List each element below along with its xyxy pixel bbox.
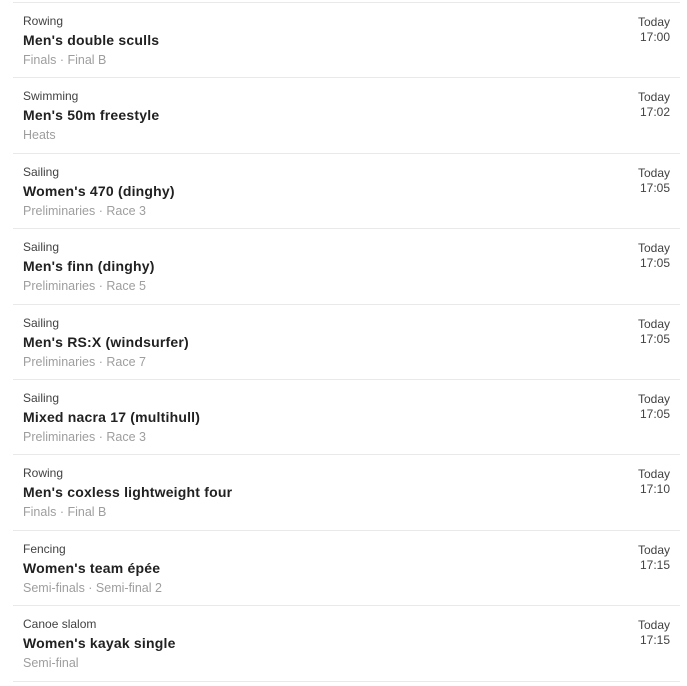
event-row[interactable] xyxy=(13,606,680,681)
event-clock: 17:02 xyxy=(639,105,670,120)
event-clock: 17:00 xyxy=(639,30,670,44)
event-time xyxy=(638,616,670,648)
event-time xyxy=(638,88,670,120)
event-row[interactable] xyxy=(13,455,680,530)
event-day: Today xyxy=(637,467,670,482)
event-row[interactable] xyxy=(13,154,680,229)
event-time xyxy=(638,239,670,271)
event-day: Today xyxy=(637,316,670,331)
event-sport: Rowing xyxy=(23,466,64,481)
event-sport: Fencing xyxy=(23,541,66,556)
event-row[interactable] xyxy=(13,3,680,78)
event-row[interactable] xyxy=(13,305,680,380)
event-title: Women's team épée xyxy=(23,559,161,576)
event-round: Heats xyxy=(23,128,56,143)
event-sport: Sailing xyxy=(23,240,60,255)
event-time xyxy=(638,13,670,45)
event-schedule-list xyxy=(13,2,680,682)
event-sport: Canoe slalom xyxy=(23,617,97,632)
event-day: Today xyxy=(637,241,670,256)
event-title: Men's 50m freestyle xyxy=(23,107,160,124)
event-title: Women's 470 (dinghy) xyxy=(23,182,175,199)
event-time xyxy=(638,315,670,347)
event-title: Men's finn (dinghy) xyxy=(23,258,155,275)
event-round: Semi-finals · Semi-final 2 xyxy=(23,580,162,595)
event-info xyxy=(23,239,155,295)
event-info xyxy=(23,164,175,220)
event-sport: Sailing xyxy=(23,315,60,330)
event-day: Today xyxy=(637,542,670,557)
event-info xyxy=(23,88,159,144)
event-row[interactable] xyxy=(13,78,680,153)
event-time xyxy=(638,390,670,422)
event-time xyxy=(638,465,670,497)
event-sport: Sailing xyxy=(23,390,60,405)
event-title: Men's coxless lightweight four xyxy=(23,484,233,501)
event-round: Preliminaries · Race 3 xyxy=(23,203,146,218)
event-info xyxy=(23,465,232,521)
event-round: Preliminaries · Race 5 xyxy=(23,279,146,294)
event-row[interactable] xyxy=(13,531,680,606)
event-round: Finals · Final B xyxy=(23,505,107,520)
event-time xyxy=(638,164,670,196)
event-sport: Sailing xyxy=(23,164,60,179)
event-round: Preliminaries · Race 3 xyxy=(23,429,146,444)
event-clock: 17:15 xyxy=(639,557,670,572)
event-sport: Swimming xyxy=(23,89,79,104)
event-round: Preliminaries · Race 7 xyxy=(23,354,146,369)
event-clock: 17:15 xyxy=(639,633,670,648)
event-row[interactable] xyxy=(13,229,680,304)
event-info xyxy=(23,315,189,371)
event-row[interactable] xyxy=(13,380,680,455)
event-day: Today xyxy=(637,391,670,406)
event-title: Men's double sculls xyxy=(23,32,160,48)
event-info xyxy=(23,13,159,69)
event-round: Finals · Final B xyxy=(23,53,107,67)
event-info xyxy=(23,616,176,672)
event-time xyxy=(638,541,670,573)
event-clock: 17:05 xyxy=(639,406,670,421)
event-clock: 17:05 xyxy=(639,331,670,346)
event-info xyxy=(23,541,162,597)
event-day: Today xyxy=(637,15,670,29)
event-title: Men's RS:X (windsurfer) xyxy=(23,333,189,350)
event-day: Today xyxy=(637,90,670,105)
event-title: Women's kayak single xyxy=(23,635,176,652)
event-day: Today xyxy=(637,618,670,633)
event-sport: Rowing xyxy=(23,14,64,28)
event-clock: 17:05 xyxy=(639,256,670,271)
event-clock: 17:05 xyxy=(639,180,670,195)
event-info xyxy=(23,390,200,446)
event-clock: 17:10 xyxy=(639,482,670,497)
event-title: Mixed nacra 17 (multihull) xyxy=(23,408,201,425)
event-round: Semi-final xyxy=(23,656,79,671)
event-day: Today xyxy=(637,165,670,180)
